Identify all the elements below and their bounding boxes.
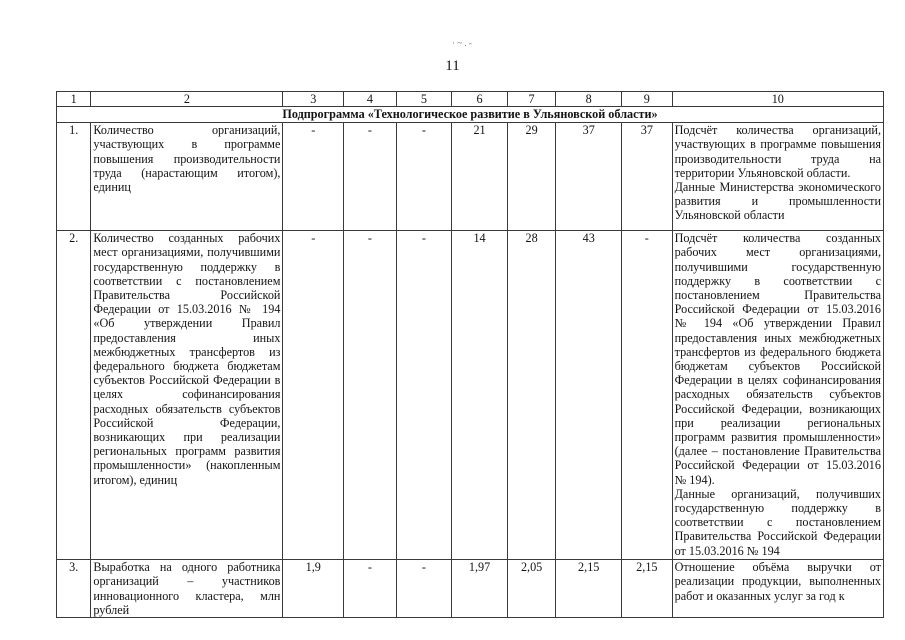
value-cell: 1,97: [452, 560, 508, 618]
value-cell: 29: [507, 123, 556, 231]
table-row: [57, 231, 884, 560]
row-number: 2.: [57, 231, 91, 560]
source-cell: [672, 123, 883, 231]
header-cell: 4: [344, 92, 397, 107]
value-cell: -: [622, 231, 673, 560]
value-cell: -: [344, 231, 397, 560]
value-cell: -: [283, 231, 344, 560]
header-cell: 3: [283, 92, 344, 107]
value-cell: 37: [556, 123, 622, 231]
table-row: [57, 123, 884, 231]
header-cell: 6: [452, 92, 508, 107]
subprogram-row: [57, 107, 884, 123]
indicator-name: Выработка на одного работника организаций – участников инновационного кластера, млн рублей: [91, 560, 283, 618]
header-cell: 10: [672, 92, 883, 107]
header-cell: 1: [57, 92, 91, 107]
header-cell: 2: [91, 92, 283, 107]
value-cell: 37: [622, 123, 673, 231]
value-cell: 28: [507, 231, 556, 560]
source-cell: [672, 560, 883, 618]
source-paragraph: Отношение объёма выручки от реализации продукции, выполненных работ и оказанных услуг за год к: [674, 560, 881, 603]
value-cell: -: [396, 231, 452, 560]
page-number: 11: [445, 58, 460, 74]
header-row: [57, 92, 884, 107]
value-cell: -: [344, 560, 397, 618]
value-cell: -: [344, 123, 397, 231]
source-paragraph: Данные организаций, получивших государственную поддержку в соответствии с постановлением Правительства Российской Федерации от 15.03.2016 № 194: [674, 486, 881, 558]
value-cell: -: [396, 560, 452, 618]
table-row: [57, 560, 884, 618]
value-cell: 1,9: [283, 560, 344, 618]
indicator-name: Количество организаций, участвующих в программе повышения производительности труда (нарастающим итогом), единиц: [91, 123, 283, 231]
source-paragraph: Подсчёт количества организаций, участвующих в программе повышения производительности труда на территории Ульяновской области.: [674, 123, 881, 180]
value-cell: 43: [556, 231, 622, 560]
value-cell: -: [396, 123, 452, 231]
source-paragraph: Данные Министерства экономического развития и промышленности Ульяновской области: [674, 180, 881, 223]
header-cell: 9: [622, 92, 673, 107]
value-cell: 2,05: [507, 560, 556, 618]
value-cell: 2,15: [622, 560, 673, 618]
indicators-table: [56, 91, 884, 618]
source-paragraph: Подсчёт количества созданных рабочих мест организациями, получившими государственную поддержку в соответствии с постановлением Правительства Российской Федерации от 15.03.2016 № 194 «Об утверждении Правил предоставления иных межбюджетных трансфертов из федерального бюджета бюджетам субъектов Российской Федерации в целях софинансирования расходных обязательств субъектов Российской Федерации, возникающих при реализации региональных программ развития промышленности» (далее – постановление Правительства Российской Федерации от 15.03.2016 № 194).: [674, 231, 881, 487]
source-cell: [672, 231, 883, 560]
subprogram-title: Подпрограмма «Технологическое развитие в Ульяновской области»: [57, 107, 884, 123]
value-cell: 2,15: [556, 560, 622, 618]
header-cell: 8: [556, 92, 622, 107]
header-cell: 7: [507, 92, 556, 107]
value-cell: -: [283, 123, 344, 231]
value-cell: 21: [452, 123, 508, 231]
indicator-name: Количество созданных рабочих мест организациями, получившими государственную поддержку в соответствии с постановлением Правительства Российской Федерации от 15.03.2016 № 194 «Об утверждении Правил предоставления иных межбюджетных трансфертов из федерального бюджета бюджетам субъектов Российской Федерации в целях софинансирования расходных обязательств субъектов Российской Федерации, возникающих при реализации региональных программ развития промышленности» (накопленным итогом), единиц: [91, 231, 283, 560]
header-cell: 5: [396, 92, 452, 107]
value-cell: 14: [452, 231, 508, 560]
row-number: 3.: [57, 560, 91, 618]
row-number: 1.: [57, 123, 91, 231]
scan-mark: · ~ . -: [452, 38, 472, 48]
